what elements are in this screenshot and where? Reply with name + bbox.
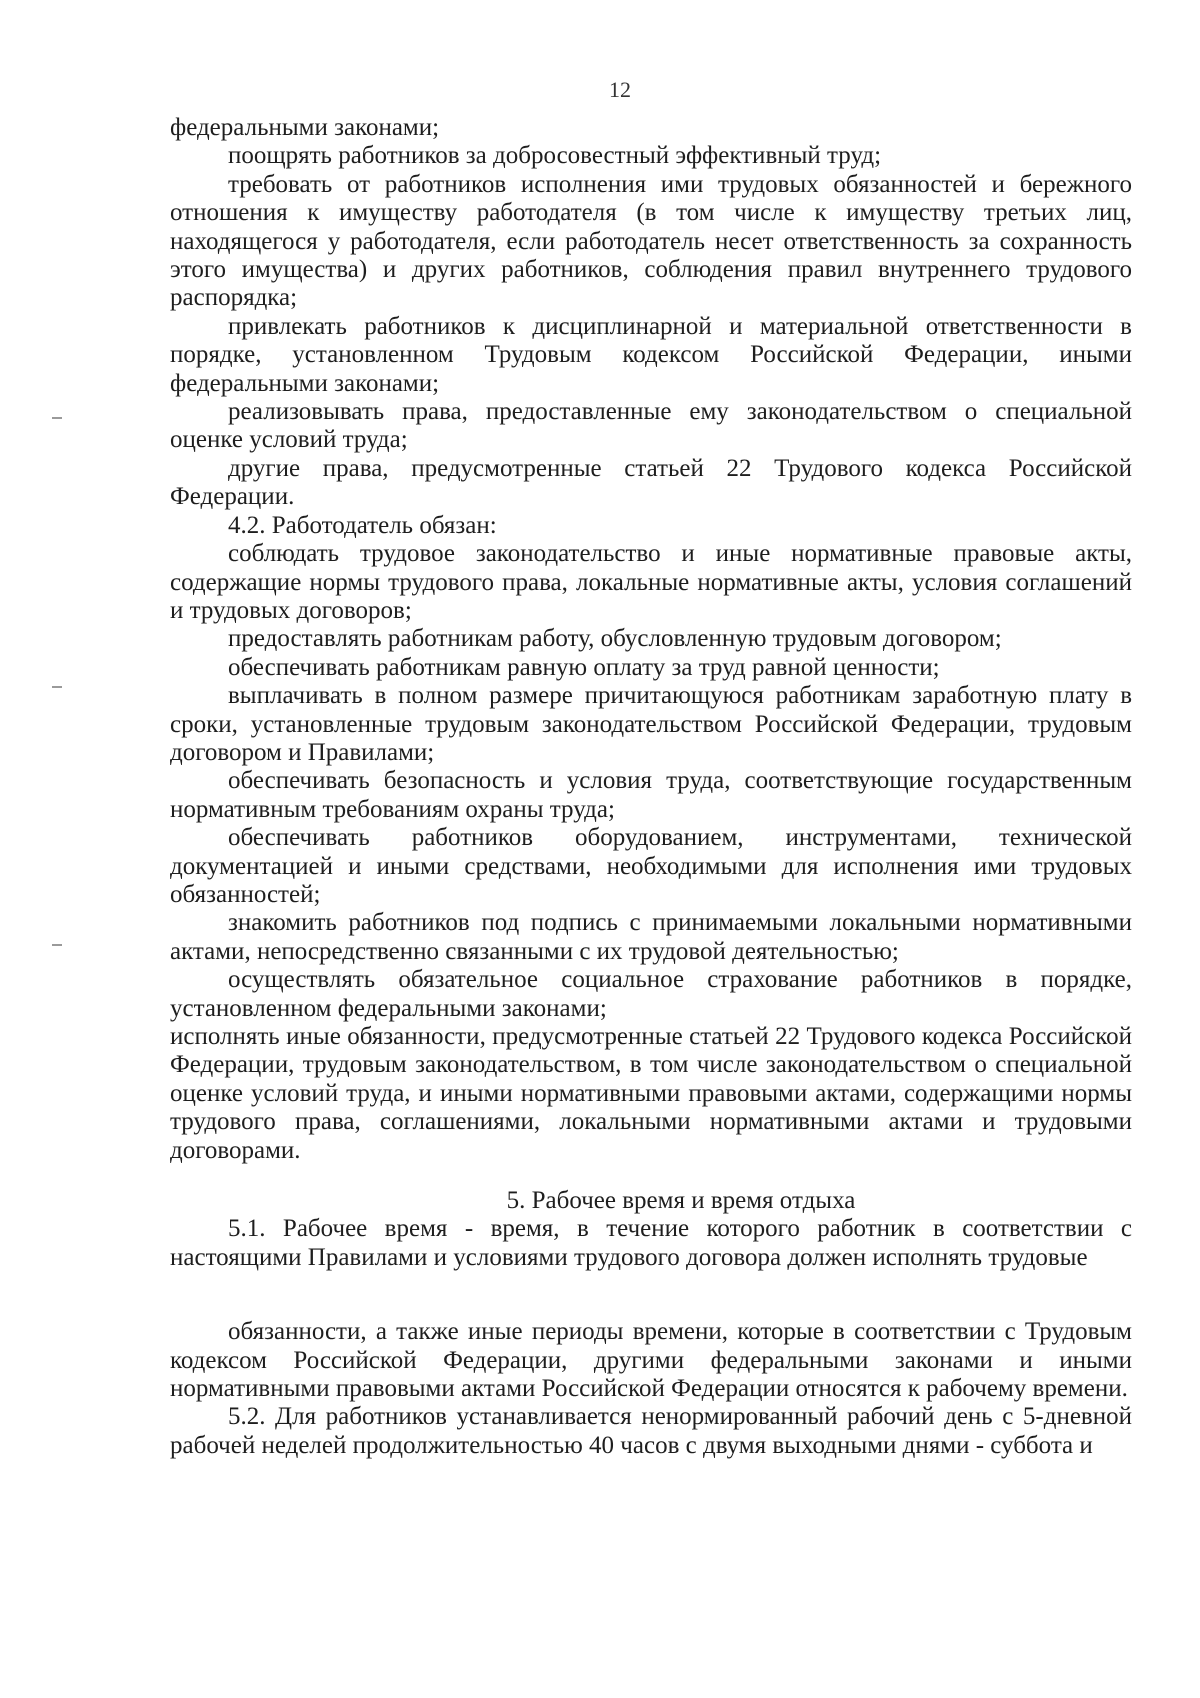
paragraph: соблюдать трудовое законодательство и иные нормативные правовые акты, содержащие нормы трудового права, локальные нормативные акты, условия соглашений и трудовых договоров; <box>170 540 1132 624</box>
paragraph: 5.1. Рабочее время - время, в течение которого работник в соответствии с настоящими Правилами и условиями трудового договора должен исполнять трудовые <box>170 1215 1132 1271</box>
paragraph: федеральными законами; <box>170 114 440 141</box>
paragraph: выплачивать в полном размере причитающуюся работникам заработную плату в сроки, установленные трудовым законодательством Российской Федерации, трудовым договором и Правилами; <box>170 682 1132 766</box>
text-body <box>170 114 1132 1460</box>
paragraph: обеспечивать работникам равную оплату за труд равной ценности; <box>228 653 940 681</box>
paragraph: знакомить работников под подпись с принимаемыми локальными нормативными актами, непосредственно связанными с их трудовой деятельностью; <box>170 909 1132 965</box>
paragraph: предоставлять работникам работу, обусловленную трудовым договором; <box>228 625 1002 653</box>
paragraph: поощрять работников за добросовестный эффективный труд; <box>228 142 882 170</box>
paragraph: обязанности, а также иные периоды времени, которые в соответствии с Трудовым кодексом Российской Федерации, другими федеральными законами и иными нормативными правовыми актами Российской Федерации относятся к рабочему времени. <box>170 1318 1132 1403</box>
paragraph: требовать от работников исполнения ими трудовых обязанностей и бережного отношения к имуществу работодателя (в том числе к имуществу третьих лиц, находящегося у работодателя, если работодатель несет ответственность за сохранность этого имущества) и других работников, соблюдения правил внутреннего трудового распорядка; <box>170 170 1132 312</box>
paragraph: обеспечивать безопасность и условия труда, соответствующие государственным нормативным требованиям охраны труда; <box>170 767 1132 823</box>
paragraph: другие права, предусмотренные статьей 22 Трудового кодекса Российской Федерации. <box>170 454 1132 511</box>
spacer <box>170 1272 1132 1318</box>
spacer <box>170 1165 1132 1187</box>
paragraph: исполнять иные обязанности, предусмотренные статьей 22 Трудового кодекса Российской Федерации, трудовым законодательством, в том числе законодательством о специальной оценке условий труда, и иными нормативными правовыми актами, содержащими нормы трудового права, соглашениями, локальными нормативными актами и трудовыми договорами. <box>170 1023 1132 1164</box>
page-number: 12 <box>609 77 631 102</box>
paragraph: 5.2. Для работников устанавливается ненормированный рабочий день с 5-дневной рабочей неделей продолжительностью 40 часов с двумя выходными днями - суббота и <box>170 1403 1132 1459</box>
scan-margin-mark <box>52 686 62 688</box>
paragraph: привлекать работников к дисциплинарной и материальной ответственности в порядке, установленном Трудовым кодексом Российской Федерации, иными федеральными законами; <box>170 312 1132 397</box>
paragraph: осуществлять обязательное социальное страхование работников в порядке, установленном федеральными законами; <box>170 966 1132 1022</box>
scan-margin-mark <box>52 417 62 419</box>
paragraph: реализовывать права, предоставленные ему законодательством о специальной оценке условий труда; <box>170 398 1132 454</box>
section-heading: 5. Рабочее время и время отдыха <box>506 1187 856 1215</box>
paragraph: обеспечивать работников оборудованием, инструментами, технической документацией и иными средствами, необходимыми для исполнения ими трудовых обязанностей; <box>170 824 1132 908</box>
scan-margin-mark <box>52 944 62 946</box>
section-item-heading: 4.2. Работодатель обязан: <box>228 511 497 539</box>
